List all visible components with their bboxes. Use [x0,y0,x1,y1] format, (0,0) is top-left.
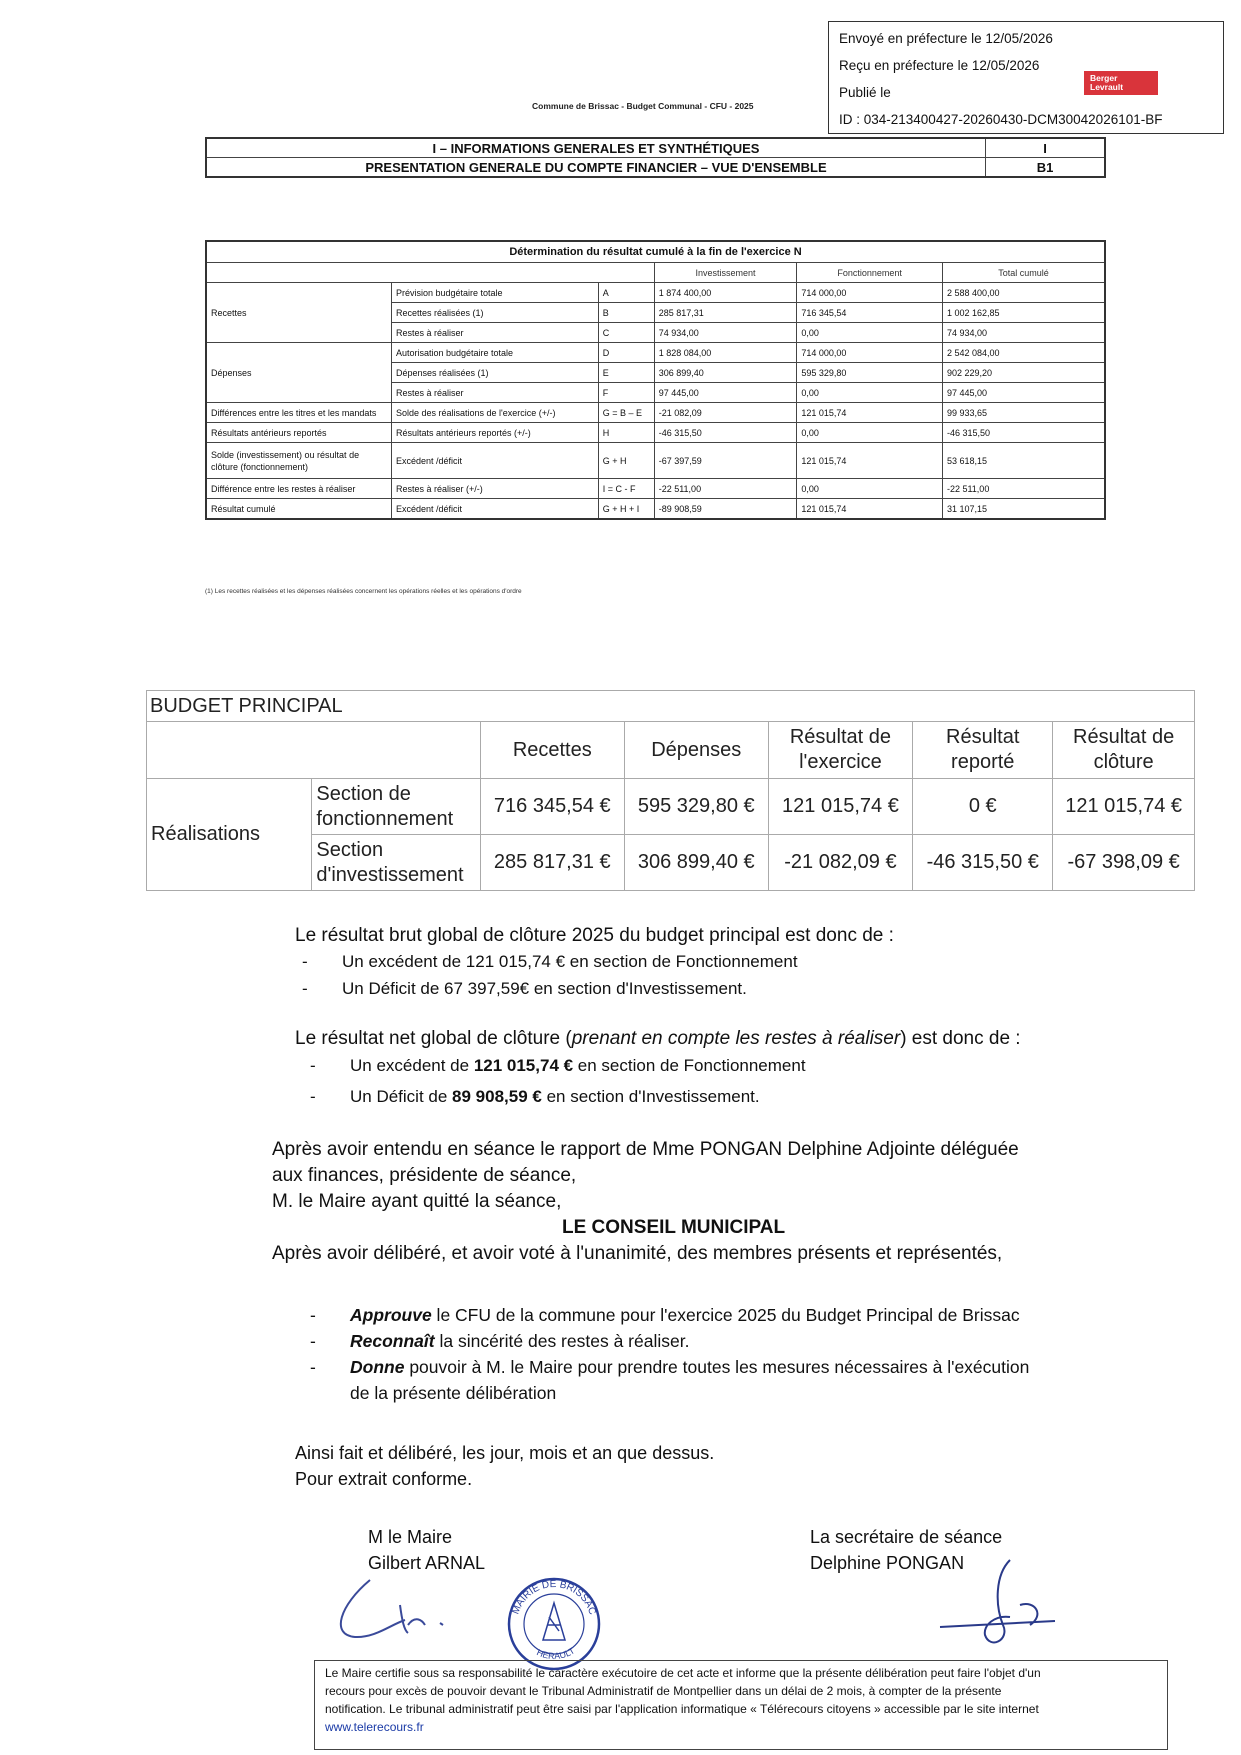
section-subcode: B1 [986,158,1106,178]
table-cell: 0,00 [797,383,943,403]
table-cell: 97 445,00 [942,383,1105,403]
table-cell: -46 315,50 € [913,835,1053,891]
legal-line: notification. Le tribunal administratif peut être saisi par l'application informatique « Télérecours citoyens » accessible par le site internet [325,1702,1039,1716]
column-header: Investissement [654,263,797,283]
table-cell: H [598,423,654,443]
row-label: Prévision budgétaire totale [391,283,598,303]
table-cell: -89 908,59 [654,499,797,520]
table-cell: 1 828 084,00 [654,343,797,363]
brut-item-1: - Un excédent de 121 015,74 € en section de Fonctionnement [302,952,798,971]
table-row [206,423,1105,443]
secretaire-signature [935,1555,1065,1655]
row-label: Restes à réaliser (+/-) [391,479,598,499]
table-cell: 714 000,00 [797,343,943,363]
row-group-label: Différence entre les restes à réaliser [206,479,391,499]
table-cell: 53 618,15 [942,443,1105,479]
table-cell: 0,00 [797,323,943,343]
table-cell: 285 817,31 [654,303,797,323]
legal-notice [314,1660,1168,1750]
table-row [206,283,1105,303]
rapport-line-3: M. le Maire ayant quitté la séance, [272,1191,562,1212]
extrait-line: Pour extrait conforme. [295,1469,473,1489]
secretaire-name: Delphine PONGAN [810,1553,965,1573]
svg-text:MAIRIE DE BRISSAC [510,1579,597,1616]
table-cell: 121 015,74 € [1053,779,1195,835]
table-cell: -67 397,59 [654,443,797,479]
stamp-received: Reçu en préfecture le 12/05/2026 [839,58,1040,73]
decision-3-cont: de la présente délibération [350,1383,557,1403]
maire-title: M le Maire [368,1527,453,1547]
table-row [206,479,1105,499]
row-label: Résultats antérieurs reportés (+/-) [391,423,598,443]
seal-text-bottom: HERAULT [535,1645,577,1662]
table-cell: 2 588 400,00 [942,283,1105,303]
delibere-line: Après avoir délibéré, et avoir voté à l'unanimité, des membres présents et représentés, [272,1243,1003,1264]
ainsi-line: Ainsi fait et délibéré, les jour, mois et an que dessus. [295,1443,715,1463]
stamp-published: Publié le [839,85,891,100]
table-cell: 1 874 400,00 [654,283,797,303]
row-group-label: Résultats antérieurs reportés [206,423,391,443]
row-label: Excédent /déficit [391,499,598,520]
table-cell: 902 229,20 [942,363,1105,383]
table-cell: 31 107,15 [942,499,1105,520]
brut-intro: Le résultat brut global de clôture 2025 du budget principal est donc de : [295,925,894,946]
net-intro: Le résultat net global de clôture (prenant en compte les restes à réaliser) est donc de : [295,1028,1021,1049]
row-group-label: Résultat cumulé [206,499,391,520]
table-cell: I = C - F [598,479,654,499]
row-group-label: Dépenses [206,343,391,403]
table-row [206,403,1105,423]
table-cell: 285 817,31 € [480,835,624,891]
table-cell: 306 899,40 € [624,835,768,891]
table-footnote: (1) Les recettes réalisées et les dépenses réalisées concernent les opérations réelles et les opérations d'ordre [205,588,522,595]
table-cell: 99 933,65 [942,403,1105,423]
net-item-1: - Un excédent de 121 015,74 € en section de Fonctionnement [310,1056,806,1075]
stamp-id: ID : 034-213400427-20260430-DCM30042026101-BF [839,112,1163,127]
table-cell: G + H + I [598,499,654,520]
table-cell: -46 315,50 [654,423,797,443]
row-label: Section de fonctionnement [312,779,480,835]
table-cell: -46 315,50 [942,423,1105,443]
table-cell: -21 082,09 € [768,835,913,891]
table-cell: -21 082,09 [654,403,797,423]
mairie-seal [505,1575,603,1673]
brut-item-2: - Un Déficit de 67 397,59€ en section d'Investissement. [302,979,747,998]
conseil-heading: LE CONSEIL MUNICIPAL [562,1217,786,1238]
row-label: Autorisation budgétaire totale [391,343,598,363]
rapport-line-1: Après avoir entendu en séance le rapport de Mme PONGAN Delphine Adjointe déléguée [272,1139,1019,1160]
column-header: Total cumulé [942,263,1105,283]
title-block [205,137,1106,178]
row-label: Excédent /déficit [391,443,598,479]
table-cell: 121 015,74 [797,403,943,423]
row-label: Solde des réalisations de l'exercice (+/-) [391,403,598,423]
table-cell: 0,00 [797,479,943,499]
row-label: Section d'investissement [312,835,480,891]
section-title: I – INFORMATIONS GENERALES ET SYNTHÉTIQUES [206,138,986,158]
column-header: Résultat de l'exercice [768,722,913,779]
table-cell: 121 015,74 [797,443,943,479]
rapport-line-2: aux finances, présidente de séance, [272,1165,577,1186]
table-cell: 1 002 162,85 [942,303,1105,323]
table-cell: -22 511,00 [942,479,1105,499]
row-label: Recettes réalisées (1) [391,303,598,323]
table-cell: F [598,383,654,403]
section-code: I [986,138,1106,158]
table-cell: A [598,283,654,303]
seal-text-top: MAIRIE DE BRISSAC [510,1578,598,1617]
table-row [206,499,1105,520]
row-group-label: Différences entre les titres et les mandats [206,403,391,423]
secretaire-title: La secrétaire de séance [810,1527,1003,1547]
table-cell: 716 345,54 [797,303,943,323]
budget-title: BUDGET PRINCIPAL [147,691,1195,722]
table-row [206,443,1105,479]
document-header: Commune de Brissac - Budget Communal - CFU - 2025 [532,101,754,111]
telerecours-link[interactable]: www.telerecours.fr [325,1720,424,1734]
table-cell: E [598,363,654,383]
legal-line: recours pour excès de pouvoir devant le Tribunal Administratif de Montpellier dans un délai de 2 mois, à compter de la présente [325,1684,1002,1698]
table-cell: 306 899,40 [654,363,797,383]
table-cell: 714 000,00 [797,283,943,303]
row-label: Dépenses réalisées (1) [391,363,598,383]
maire-signature [330,1575,470,1645]
legal-line: Le Maire certifie sous sa responsabilité le caractère exécutoire de cet acte et informe que la présente délibération peut faire l'objet d'un [325,1666,1041,1680]
column-header: Résultat de clôture [1053,722,1195,779]
column-header: Recettes [480,722,624,779]
row-group-label: Solde (investissement) ou résultat de clôture (fonctionnement) [206,443,391,479]
table-title: Détermination du résultat cumulé à la fin de l'exercice N [206,241,1105,263]
section-subtitle: PRESENTATION GENERALE DU COMPTE FINANCIER – VUE D'ENSEMBLE [206,158,986,178]
table-cell: G + H [598,443,654,479]
stamp-sent: Envoyé en préfecture le 12/05/2026 [839,31,1053,46]
berger-levrault-logo: Berger Levrault [1084,71,1158,95]
table-cell: G = B – E [598,403,654,423]
table-cell: D [598,343,654,363]
table-cell: 2 542 084,00 [942,343,1105,363]
table-cell: B [598,303,654,323]
decision-2: - Reconnaît la sincérité des restes à réaliser. [310,1331,690,1351]
svg-text:HERAULT [535,1645,577,1661]
result-determination-table [205,240,1106,520]
budget-principal-table [146,690,1195,891]
column-header: Dépenses [624,722,768,779]
column-header: Fonctionnement [797,263,943,283]
table-cell: 595 329,80 [797,363,943,383]
maire-name: Gilbert ARNAL [368,1553,486,1573]
table-cell: 121 015,74 € [768,779,913,835]
table-cell: -67 398,09 € [1053,835,1195,891]
decision-3: - Donne pouvoir à M. le Maire pour prendre toutes les mesures nécessaires à l'exécution [310,1357,1030,1377]
table-cell: 97 445,00 [654,383,797,403]
decision-1: - Approuve le CFU de la commune pour l'exercice 2025 du Budget Principal de Brissac [310,1305,1020,1325]
row-group-label: Réalisations [147,779,312,891]
row-group-label: Recettes [206,283,391,343]
table-cell: 0 € [913,779,1053,835]
row-label: Restes à réaliser [391,323,598,343]
table-cell: -22 511,00 [654,479,797,499]
net-item-2: - Un Déficit de 89 908,59 € en section d'Investissement. [310,1087,760,1106]
prefecture-stamp [828,21,1224,134]
table-row [206,343,1105,363]
column-header: Résultat reporté [913,722,1053,779]
table-cell: 74 934,00 [942,323,1105,343]
table-cell: C [598,323,654,343]
table-cell: 74 934,00 [654,323,797,343]
table-cell: 716 345,54 € [480,779,624,835]
table-cell: 0,00 [797,423,943,443]
row-label: Restes à réaliser [391,383,598,403]
table-cell: 121 015,74 [797,499,943,520]
table-cell: 595 329,80 € [624,779,768,835]
